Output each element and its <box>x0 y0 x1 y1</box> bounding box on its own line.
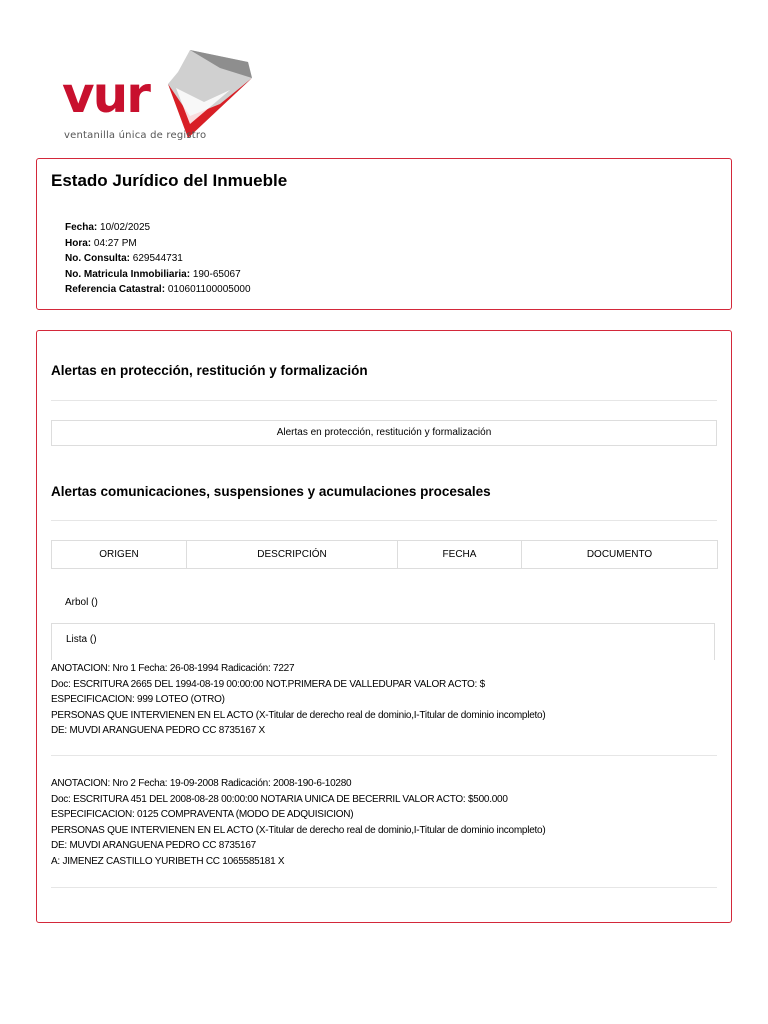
column-header-origen: ORIGEN <box>52 541 187 569</box>
annotation-block <box>51 776 545 869</box>
annotation-line: DE: MUVDI ARANGUENA PEDRO CC 8735167 <box>51 840 256 851</box>
divider <box>51 887 717 888</box>
annotation-line: A: JIMENEZ CASTILLO YURIBETH CC 1065585181 X <box>51 855 285 867</box>
column-header-descripcion: DESCRIPCIÓN <box>187 541 398 569</box>
fecha-row <box>65 220 251 236</box>
divider <box>51 520 717 521</box>
vur-logo <box>60 50 260 146</box>
field-value: 010601100005000 <box>167 284 251 295</box>
annotation-line: ANOTACION: Nro 1 Fecha: 26-08-1994 Radicación: 7227 <box>51 663 295 674</box>
field-label: Fecha: <box>65 222 98 233</box>
table-header-row <box>52 541 718 569</box>
page-title: Estado Jurídico del Inmueble <box>51 171 288 190</box>
annotation-line: DE: MUVDI ARANGUENA PEDRO CC 8735167 X <box>51 725 265 736</box>
protection-alerts-heading: Alertas en protección, restitución y formalización <box>51 363 368 378</box>
matricula-row <box>65 267 251 283</box>
arbol-toggle[interactable]: Arbol () <box>65 597 98 608</box>
divider <box>51 400 717 401</box>
consulta-row <box>65 251 251 267</box>
property-status-card <box>36 158 732 310</box>
field-label: No. Consulta: <box>65 253 130 264</box>
field-value: 629544731 <box>132 253 183 264</box>
annotation-line: PERSONAS QUE INTERVIENEN EN EL ACTO (X-Titular de derecho real de dominio,I-Titular de dominio incompleto) <box>51 709 546 721</box>
field-label: No. Matricula Inmobiliaria: <box>65 268 191 280</box>
logo-checkmark-icon <box>160 50 256 142</box>
field-label: Referencia Catastral: <box>65 284 166 295</box>
annotation-line: ESPECIFICACION: 999 LOTEO (OTRO) <box>51 694 225 705</box>
field-value: 04:27 PM <box>93 237 137 249</box>
procedural-alerts-heading: Alertas comunicaciones, suspensiones y acumulaciones procesales <box>51 484 491 499</box>
field-value: 190-65067 <box>192 268 241 280</box>
lista-toggle[interactable] <box>51 623 715 660</box>
catastral-row <box>65 282 251 298</box>
annotation-block <box>51 661 545 739</box>
lista-label: Lista () <box>66 634 97 645</box>
procedural-alerts-table <box>51 540 718 569</box>
alerts-card <box>36 330 732 923</box>
annotation-line: Doc: ESCRITURA 451 DEL 2008-08-28 00:00:00 NOTARIA UNICA DE BECERRIL VALOR ACTO: $500.000 <box>51 793 508 805</box>
protection-alerts-box: Alertas en protección, restitución y formalización <box>51 420 717 446</box>
consultation-details <box>65 220 251 298</box>
column-header-fecha: FECHA <box>398 541 522 569</box>
column-header-documento: DOCUMENTO <box>522 541 718 569</box>
annotation-line: ESPECIFICACION: 0125 COMPRAVENTA (MODO DE ADQUISICION) <box>51 809 354 820</box>
annotation-line: PERSONAS QUE INTERVIENEN EN EL ACTO (X-Titular de derecho real de dominio,I-Titular de dominio incompleto) <box>51 824 546 836</box>
annotation-line: Doc: ESCRITURA 2665 DEL 1994-08-19 00:00:00 NOT.PRIMERA DE VALLEDUPAR VALOR ACTO: $ <box>51 678 485 690</box>
field-value: 10/02/2025 <box>100 222 151 233</box>
logo-subtitle: ventanilla única de registro <box>64 130 207 141</box>
field-label: Hora: <box>65 237 92 249</box>
annotation-line: ANOTACION: Nro 2 Fecha: 19-09-2008 Radicación: 2008-190-6-10280 <box>51 778 352 789</box>
hora-row <box>65 236 251 252</box>
divider <box>51 755 717 756</box>
logo-wordmark: vur <box>62 66 149 124</box>
